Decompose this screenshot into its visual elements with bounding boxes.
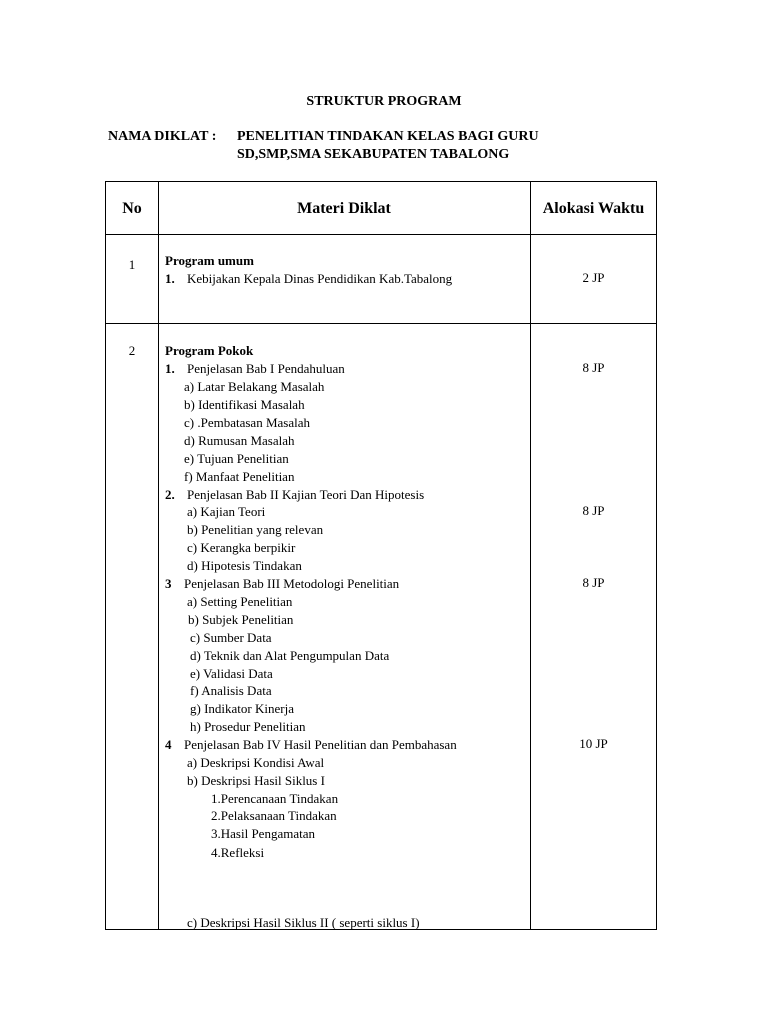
row1-item-num: 1. [165,271,175,286]
row2-line: 2.Pelaksanaan Tindakan [211,808,337,823]
program-table [105,181,657,930]
row2-line: Penjelasan Bab I Pendahuluan [187,361,345,376]
row2-item-num: 3 [165,576,172,591]
row1-jp: 2 JP [582,270,605,285]
row2-line: a) Latar Belakang Masalah [184,379,325,394]
row2-no: 2 [128,343,136,358]
row2-line: c) .Pembatasan Masalah [184,415,310,430]
row2-jp: 8 JP [582,575,605,590]
row2-line: c) Sumber Data [190,630,272,645]
document-title: STRUKTUR PROGRAM [306,94,462,109]
row2-line: f) Manfaat Penelitian [184,469,295,484]
row2-line: b) Penelitian yang relevan [187,522,324,537]
row2-line: b) Identifikasi Masalah [184,397,305,412]
row2-line: a) Deskripsi Kondisi Awal [187,755,325,770]
row2-line: f) Analisis Data [190,683,272,698]
row2-line: h) Prosedur Penelitian [190,719,306,734]
row-divider [106,323,656,324]
column-divider [158,182,159,929]
row2-line: g) Indikator Kinerja [190,701,294,716]
row2-heading: Program Pokok [165,343,254,358]
row1-heading: Program umum [165,253,254,268]
row2-item-num: 4 [165,737,172,752]
header-alokasi: Alokasi Waktu [542,200,645,217]
diklat-name-line2: SD,SMP,SMA SEKABUPATEN TABALONG [237,147,510,162]
row2-line: d) Rumusan Masalah [184,433,295,448]
row1-item-text: Kebijakan Kepala Dinas Pendidikan Kab.Tabalong [187,271,453,286]
row2-line: a) Setting Penelitian [187,594,293,609]
row2-item-num: 2. [165,487,175,502]
row2-line: e) Tujuan Penelitian [184,451,289,466]
row2-jp: 8 JP [582,503,605,518]
row2-line: c) Deskripsi Hasil Siklus II ( seperti siklus I) [187,915,420,930]
row2-line: d) Hipotesis Tindakan [187,558,302,573]
row2-line: Penjelasan Bab II Kajian Teori Dan Hipotesis [187,487,425,502]
header-materi: Materi Diklat [297,200,391,217]
row2-line: b) Deskripsi Hasil Siklus I [187,773,325,788]
row2-line: c) Kerangka berpikir [187,540,296,555]
row2-line: 3.Hasil Pengamatan [211,826,315,841]
row2-line: d) Teknik dan Alat Pengumpulan Data [190,648,390,663]
row2-line: e) Validasi Data [190,666,273,681]
row2-line: Penjelasan Bab III Metodologi Penelitian [184,576,400,591]
row2-jp: 10 JP [579,736,608,751]
header-no: No [122,200,142,217]
diklat-name-line1: PENELITIAN TINDAKAN KELAS BAGI GURU [237,129,539,144]
row2-line: 1.Perencanaan Tindakan [211,791,339,806]
diklat-name-label: NAMA DIKLAT : [108,129,217,144]
row2-line: Penjelasan Bab IV Hasil Penelitian dan Pembahasan [184,737,457,752]
row2-line: a) Kajian Teori [187,504,266,519]
row2-jp: 8 JP [582,360,605,375]
row1-no: 1 [128,257,136,272]
column-divider [530,182,531,929]
row2-item-num: 1. [165,361,175,376]
row2-line: 4.Refleksi [211,845,265,860]
row2-line: b) Subjek Penelitian [188,612,294,627]
row-divider [106,234,656,235]
